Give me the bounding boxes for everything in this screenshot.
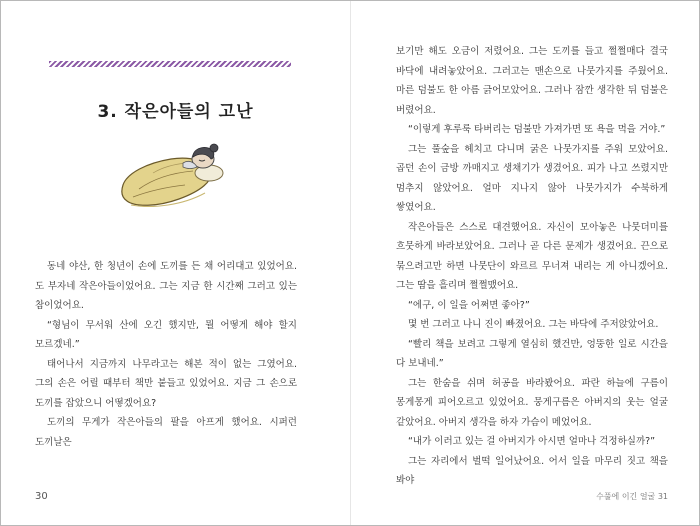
right-page-body xyxy=(396,42,668,491)
paragraph: “이렇게 후루룩 타버리는 덤불만 가져가면 또 욕을 먹을 거야.” xyxy=(408,124,666,135)
paragraph: “내가 이러고 있는 걸 아버지가 아시면 얼마나 걱정하실까?” xyxy=(408,436,656,447)
paragraph: 그는 자리에서 벌떡 일어났어요. 어서 일을 마무리 짓고 책을 봐야 xyxy=(396,455,668,486)
right-page xyxy=(350,1,699,525)
paragraph: 보기만 해도 오금이 저렸어요. 그는 도끼를 들고 쩔쩔매다 결국 바닥에 내려놓았어요. 그러고는 맨손으로 나뭇가지를 주웠어요. 마른 덤불도 한 아름 긁어모았어요. 그러나 잠깐 생각한 뒤 덤불은 버렸어요. xyxy=(396,46,668,116)
running-footer: 수풀에 이긴 얼굴 31 xyxy=(596,492,668,501)
decorative-ornament-bar xyxy=(49,61,291,67)
paragraph: “형님이 무서워 산에 오긴 했지만, 뭘 어떻게 해야 할지 모르겠네.” xyxy=(35,319,297,350)
page-number: 30 xyxy=(35,491,48,502)
paragraph: 작은아들은 스스로 대견했어요. 자신이 모아놓은 나뭇더미를 흐뭇하게 바라보았어요. 그러나 곧 다른 문제가 생겼어요. 끈으로 묶으려고만 하면 나뭇단이 와르르 무너져 내리는 게 아니겠어요. 그는 땀을 흘리며 쩔쩔맸어요. xyxy=(396,221,668,291)
paragraph: “빨리 책을 보려고 그렇게 열심히 했건만, 엉뚱한 일로 시간을 다 보내네.” xyxy=(396,338,668,369)
sleeping-boy-drawing xyxy=(113,129,233,213)
paragraph: 태어나서 지금까지 나무라고는 해본 적이 없는 그였어요. 그의 손은 어릴 때부터 책만 붙들고 있었어요. 지금 그 손으로 도끼를 잡았으니 어떻겠어요? xyxy=(35,358,297,409)
left-page-body xyxy=(35,257,297,452)
left-page xyxy=(1,1,350,525)
paragraph: 도끼의 무게가 작은아들의 팔을 아프게 했어요. 시퍼런 도끼날은 xyxy=(35,417,297,448)
chapter-title: 3. 작은아들의 고난 xyxy=(97,102,254,122)
sleeping-boy-illustration xyxy=(113,129,233,217)
paragraph: 그는 한숨을 쉬며 허공을 바라봤어요. 파란 하늘에 구름이 몽게몽게 피어오르고 있었어요. 뭉게구름은 아버지의 웃는 얼굴 같았어요. 아버지 생각을 하자 가슴이 메었어요. xyxy=(396,377,668,428)
paragraph: 몇 번 그러고 나니 진이 빠졌어요. 그는 바닥에 주저앉았어요. xyxy=(408,319,659,330)
paragraph: “에구, 이 일을 어쩌면 좋아?” xyxy=(408,299,530,311)
paragraph: 동네 야산, 한 청년이 손에 도끼를 든 채 어리대고 있었어요. 도 부자네 작은아들이었어요. 그는 지금 한 시간째 그러고 있는 참이었어요. xyxy=(35,261,297,311)
paragraph: 그는 풀숲을 헤치고 다니며 굵은 나뭇가지를 주워 모았어요. 곱던 손이 금방 까매지고 생채기가 생겼어요. 피가 나고 쓰렸지만 멈추지 않았어요. 얼마 지나지 않아 나뭇가지가 수북하게 쌓였어요. xyxy=(396,143,668,213)
